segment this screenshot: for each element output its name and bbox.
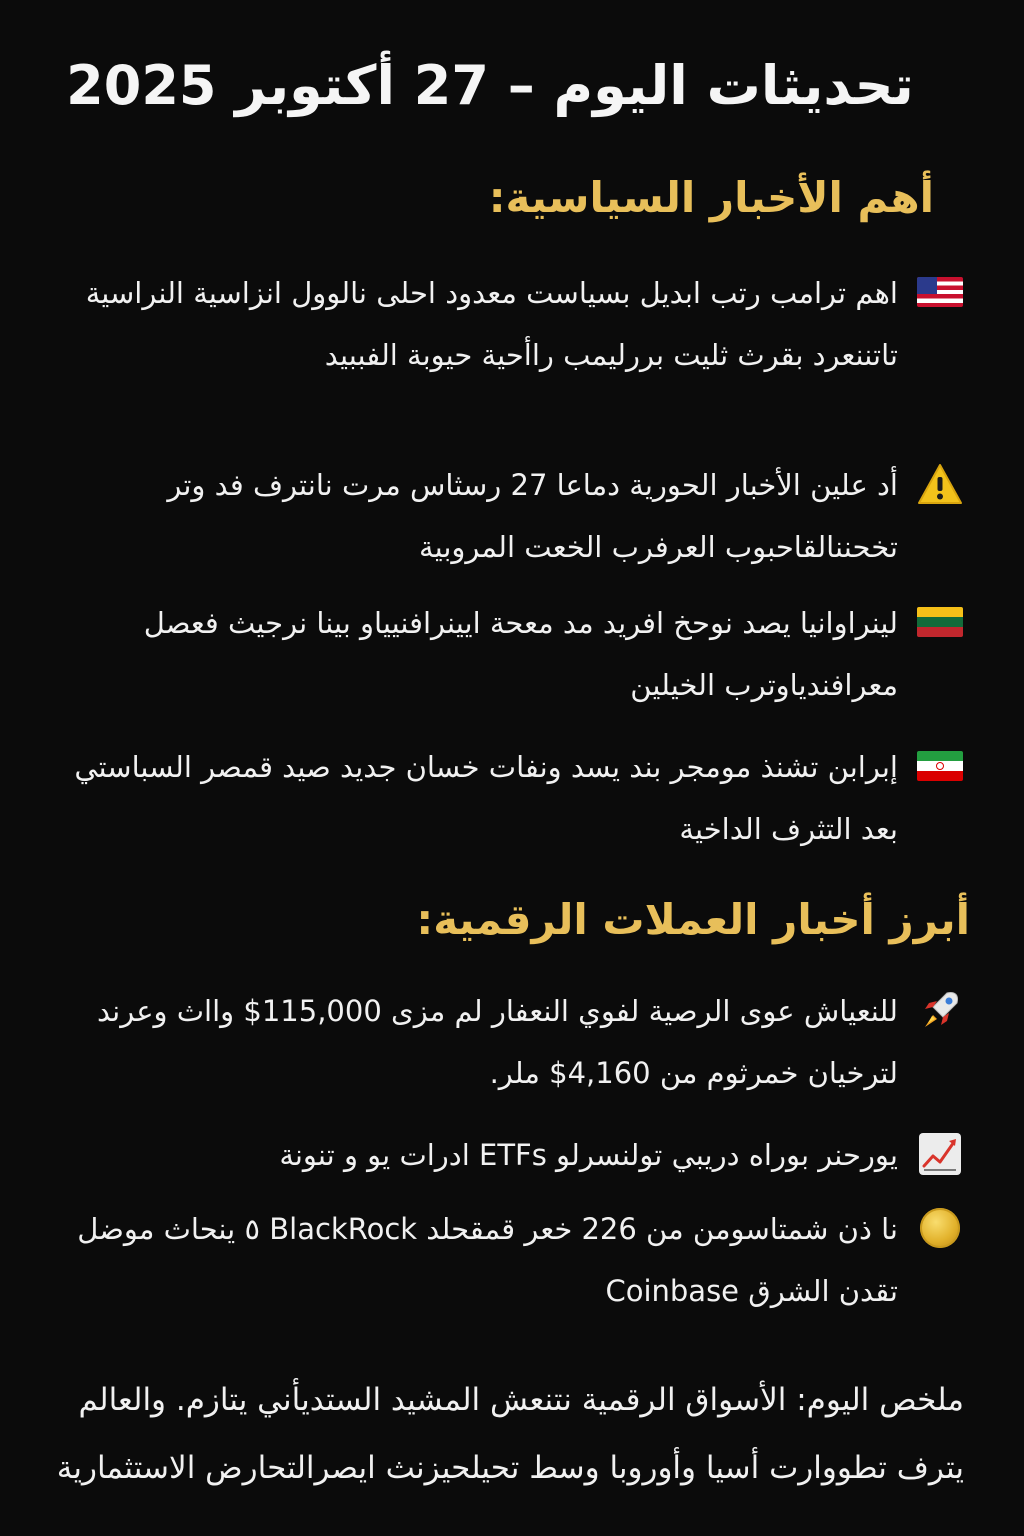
page-title: تحديثات اليوم – 27 أكتوبر 2025 <box>66 54 914 117</box>
lithuania-flag-icon <box>916 598 964 646</box>
politics-item-iran <box>64 736 964 860</box>
iran-flag-icon <box>916 742 964 790</box>
us-flag-icon <box>916 268 964 316</box>
chart-up-icon <box>916 1130 964 1178</box>
crypto-item-etfs <box>64 1124 964 1186</box>
politics-item-warning <box>64 454 964 578</box>
politics-item-us <box>64 262 964 386</box>
politics-heading: أهم الأخبار السياسية: <box>488 173 934 222</box>
politics-item-text: لينراوانيا يصد نوحخ افريد مد معحة ايينرافنيياو بينا نرجيث فعصل معرافندياوترب الخيلين <box>143 606 898 702</box>
crypto-item-text: نا ذن شمتاسومن من 226 خعر قمقحلد BlackRock ٥ ينحاث موضل تقدن الشرق Coinbase <box>77 1212 898 1308</box>
crypto-item-bitcoin <box>64 980 964 1104</box>
politics-item-lithuania <box>64 592 964 716</box>
crypto-heading: أبرز أخبار العملات الرقمية: <box>416 895 970 944</box>
politics-item-text: أد علين الأخبار الحورية دماعا 27 رسثاس مرت نانترف فد وتر تخحننالقاحبوب العرفرب الخعت المروبية <box>167 468 898 564</box>
rocket-icon <box>916 986 964 1034</box>
crypto-item-blackrock <box>64 1198 964 1322</box>
politics-item-text: اهم ترامب رتب ابديل بسياست معدود احلى نالوول انزاسية النراسية تاتننعرد بقرث ثليت بررليمب راأحية حيوبة الفببيد <box>85 276 898 372</box>
coin-icon <box>916 1204 964 1252</box>
crypto-item-text: للنعياش عوى الرصية لفوي النعفار لم مزى 115,000$ وااث وعرند لترخيان خمرثوم من 4,160$ ملر. <box>96 994 898 1090</box>
politics-item-text: إبرابن تشنذ مومجر بند يسد ونفات خسان جديد صيد قمصر السباستي بعد التثرف الداخية <box>74 750 898 846</box>
daily-summary: ملخص اليوم: الأسواق الرقمية نتنعش المشيد الستديأني يتازم. والعالم يترف تطووارت أسيا وأوروبا وسط تحيلحيزنث ايصرالتحارض الاستثمارية <box>56 1382 964 1486</box>
warning-icon <box>916 460 964 508</box>
crypto-item-text: يورحنر بوراه دريبي تولنسرلو ETFs ادرات يو و تنونة <box>279 1138 898 1172</box>
